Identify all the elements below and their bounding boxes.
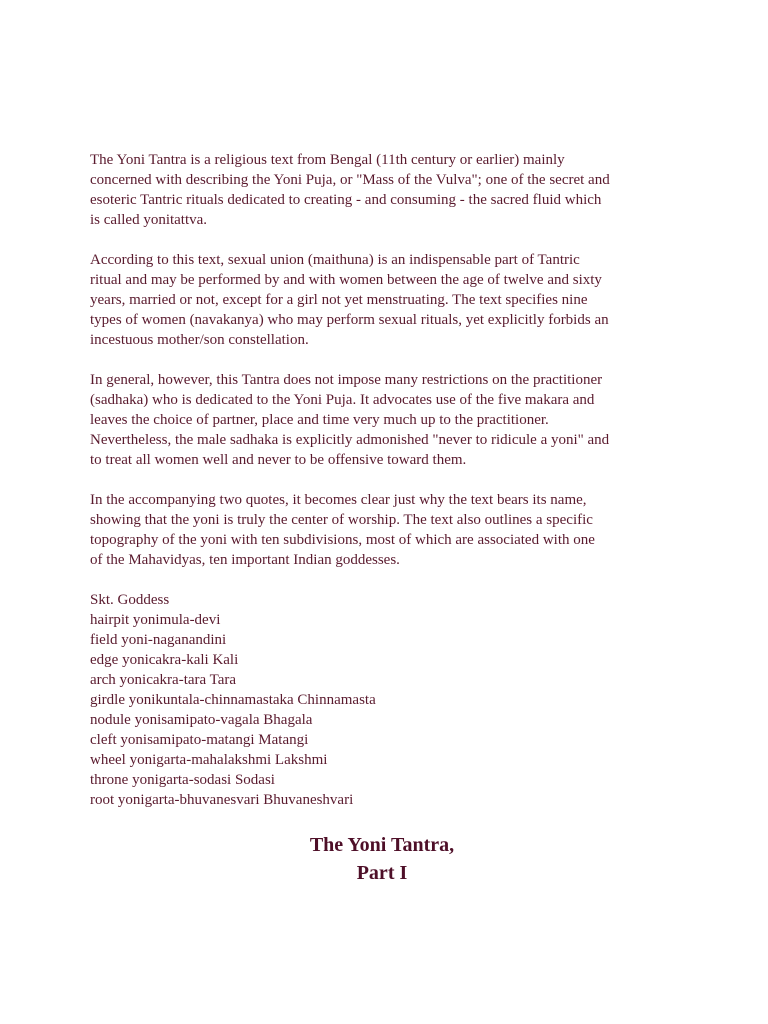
text-line: In the accompanying two quotes, it becomes clear just why the text bears its name, (90, 492, 587, 508)
text-line: leaves the choice of partner, place and time very much up to the practitioner. (90, 412, 549, 428)
paragraph-maithuna (90, 250, 730, 350)
list-item: edge yonicakra-kali Kali (90, 652, 239, 668)
text-line: concerned with describing the Yoni Puja, or "Mass of the Vulva"; one of the secret and (90, 172, 610, 188)
list-item: nodule yonisamipato-vagala Bhagala (90, 712, 313, 728)
paragraph-restrictions (90, 370, 730, 470)
list-item: hairpit yonimula-devi (90, 612, 221, 628)
text-line: topography of the yoni with ten subdivisions, most of which are associated with one (90, 532, 595, 548)
text-line: (sadhaka) who is dedicated to the Yoni Puja. It advocates use of the five makara and (90, 392, 595, 408)
document-body (90, 150, 730, 810)
text-line: showing that the yoni is truly the center of worship. The text also outlines a specific (90, 512, 593, 528)
text-line: to treat all women well and never to be offensive toward them. (90, 452, 467, 468)
goddess-list (90, 590, 730, 810)
paragraph-intro (90, 150, 730, 230)
list-item: wheel yonigarta-mahalakshmi Lakshmi (90, 752, 328, 768)
text-line: The Yoni Tantra is a religious text from Bengal (11th century or earlier) mainly (90, 152, 565, 168)
goddess-list-header: Skt. Goddess (90, 592, 170, 608)
section-title-line1: The Yoni Tantra, (309, 834, 455, 856)
list-item: throne yonigarta-sodasi Sodasi (90, 772, 275, 788)
text-line: incestuous mother/son constellation. (90, 332, 309, 348)
list-item: cleft yonisamipato-matangi Matangi (90, 732, 309, 748)
text-line: esoteric Tantric rituals dedicated to creating - and consuming - the sacred fluid which (90, 192, 602, 208)
section-title-line2: Part I (356, 862, 408, 884)
text-line: years, married or not, except for a girl not yet menstruating. The text specifies nine (90, 292, 588, 308)
text-line: Nevertheless, the male sadhaka is explicitly admonished "never to ridicule a yoni" and (90, 432, 610, 448)
section-title (230, 831, 534, 887)
list-item: girdle yonikuntala-chinnamastaka Chinnamasta (90, 692, 376, 708)
text-line: ritual and may be performed by and with women between the age of twelve and sixty (90, 272, 602, 288)
text-line: is called yonitattva. (90, 212, 208, 228)
list-item: arch yonicakra-tara Tara (90, 672, 237, 688)
text-line: types of women (navakanya) who may perform sexual rituals, yet explicitly forbids an (90, 312, 609, 328)
list-item: field yoni-naganandini (90, 632, 227, 648)
text-line: In general, however, this Tantra does not impose many restrictions on the practitioner (90, 372, 603, 388)
paragraph-topography (90, 490, 730, 570)
list-item: root yonigarta-bhuvanesvari Bhuvaneshvari (90, 792, 354, 808)
text-line: of the Mahavidyas, ten important Indian goddesses. (90, 552, 400, 568)
text-line: According to this text, sexual union (maithuna) is an indispensable part of Tantric (90, 252, 580, 268)
